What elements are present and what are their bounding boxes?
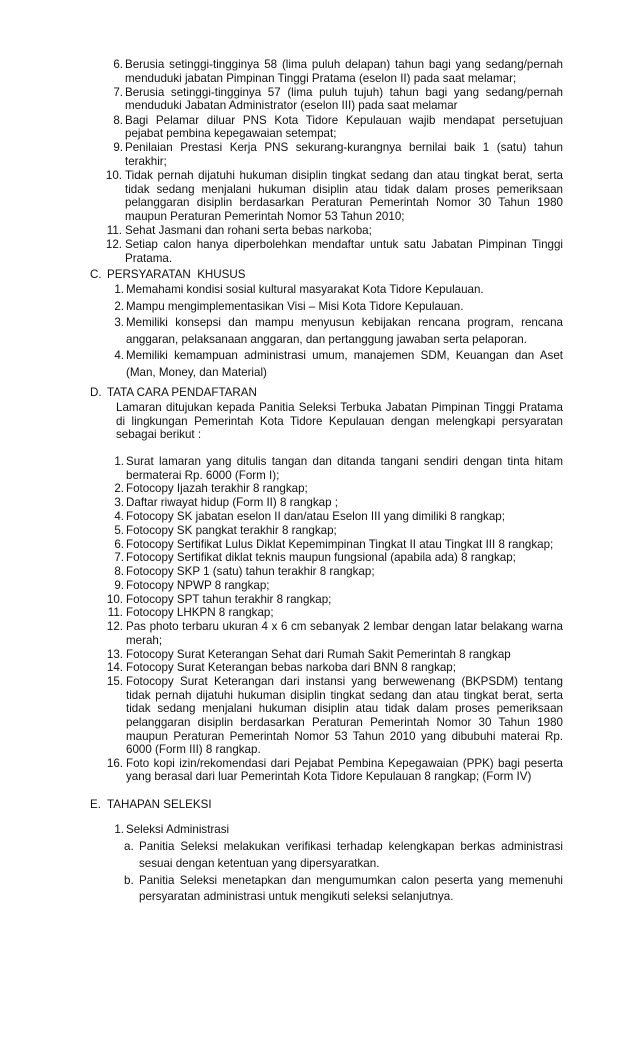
item-text: Daftar riwayat hidup (Form II) 8 rangkap ;	[126, 496, 338, 510]
item-letter: b.	[124, 873, 134, 887]
section-heading-d	[90, 386, 257, 400]
section-letter: C.	[90, 268, 102, 281]
registration-documents-list	[106, 455, 563, 784]
section-title: TAHAPAN SELEKSI	[107, 798, 212, 811]
list-item	[106, 593, 563, 607]
item-number: 4.	[114, 349, 124, 363]
item-number: 6.	[114, 537, 124, 551]
item-text: Fotocopy Sertifikat diklat teknis maupun fungsional (apabila ada) 8 rangkap;	[126, 551, 516, 565]
section-heading-c	[90, 268, 246, 282]
list-item	[106, 455, 563, 482]
item-text: Seleksi Administrasi	[126, 823, 230, 836]
list-item	[106, 299, 563, 316]
section-letter: D.	[90, 386, 102, 399]
item-text: Penilaian Prestasi Kerja PNS sekurang-kurangnya bernilai baik 1 (satu) tahun terakhir;	[125, 141, 563, 168]
list-item	[105, 86, 563, 113]
item-text: Memiliki kemampuan administrasi umum, manajemen SDM, Keuangan dan Aset (Man, Money, dan Material)	[126, 349, 563, 379]
list-item	[106, 551, 563, 565]
list-item	[106, 579, 563, 593]
section-title: PERSYARATAN KHUSUS	[107, 268, 246, 281]
item-number: 2.	[114, 299, 124, 313]
list-item	[106, 538, 563, 552]
list-item	[106, 282, 563, 299]
list-item	[106, 661, 563, 675]
list-item	[106, 482, 563, 496]
item-number: 3.	[114, 316, 124, 330]
item-text: Fotocopy Surat Keterangan Sehat dari Rumah Sakit Pemerintah 8 rangkap	[126, 647, 511, 661]
item-text: Setiap calon hanya diperbolehkan mendaftar untuk satu Jabatan Pimpinan Tinggi Pratama.	[125, 238, 563, 265]
general-requirements-list	[105, 58, 563, 266]
list-item	[105, 224, 563, 238]
item-text: Memiliki konsepsi dan mampu menyusun kebijakan rencana program, rencana anggaran, pelaksanaan anggaran, dan pertanggung jawaban serta pelaporan.	[126, 316, 563, 346]
item-number: 1.	[114, 823, 124, 836]
item-number: 11.	[106, 224, 122, 238]
item-text: Bagi Pelamar diluar PNS Kota Tidore Kepulauan wajib mendapat persetujuan pejabat pembina kepegawaian setempat;	[125, 113, 563, 141]
list-item	[106, 496, 563, 510]
item-number: 12.	[106, 620, 123, 634]
list-item	[106, 822, 563, 839]
registration-intro: Lamaran ditujukan kepada Panitia Seleksi Terbuka Jabatan Pimpinan Tinggi Pratama di lingkungan Pemerintah Kota Tidore Kepulauan dengan melengkapi persyaratan sebagai berikut :	[116, 401, 563, 442]
item-number: 12.	[105, 238, 122, 252]
item-number: 9.	[113, 141, 123, 155]
list-item	[106, 757, 563, 784]
section-letter: E.	[90, 798, 101, 811]
item-text: Berusia setinggi-tingginya 57 (lima puluh tujuh) tahun bagi yang sedang/pernah menduduki Jabatan Administrator (eselon III) pada saat melamar	[125, 85, 563, 113]
list-item	[106, 510, 563, 524]
item-text: Pas photo terbaru ukuran 4 x 6 cm sebanyak 2 lembar dengan latar belakang warna merah;	[126, 620, 563, 647]
item-text: Panitia Seleksi menetapkan dan mengumumkan calon peserta yang memenuhi persyaratan administrasi untuk mengikuti seleksi selanjutnya.	[139, 873, 563, 904]
item-number: 11.	[107, 606, 123, 620]
item-text: Berusia setinggi-tingginya 58 (lima puluh delapan) tahun bagi yang sedang/pernah menduduki jabatan Pimpinan Tinggi Pratama (eselon II) pada saat melamar;	[125, 58, 563, 85]
item-number: 13.	[106, 647, 123, 661]
item-number: 7.	[114, 551, 124, 565]
item-number: 2.	[114, 482, 124, 496]
list-item	[105, 114, 563, 141]
item-text: Fotocopy SK jabatan eselon II dan/atau Eselon III yang dimiliki 8 rangkap;	[126, 509, 505, 523]
item-number: 7.	[113, 85, 123, 99]
list-item	[105, 169, 563, 223]
section-title: TATA CARA PENDAFTARAN	[107, 386, 257, 399]
list-item	[105, 141, 563, 168]
item-text: Memahami kondisi sosial kultural masyarakat Kota Tidore Kepulauan.	[126, 283, 484, 296]
list-item	[106, 348, 563, 381]
list-item	[106, 606, 563, 620]
administrative-selection-sublist	[124, 839, 563, 906]
list-item	[106, 675, 563, 757]
item-number: 6.	[113, 58, 123, 71]
list-item	[124, 873, 563, 907]
item-number: 16.	[106, 756, 123, 770]
item-number: 1.	[114, 455, 124, 468]
item-text: Surat lamaran yang ditulis tangan dan ditanda tangani sendiri dengan tinta hitam bermaterai Rp. 6000 (Form I);	[126, 455, 563, 482]
item-number: 1.	[114, 283, 124, 296]
item-number: 8.	[114, 565, 124, 579]
list-item	[124, 839, 563, 873]
item-text: Foto kopi izin/rekomendasi dari Pejabat Pembina Kepegawaian (PPK) bagi peserta yang berasal dari luar Pemerintah Kota Tidore Kepulauan 8 rangkap; (Form IV)	[126, 756, 563, 784]
special-requirements-list	[106, 282, 563, 382]
item-number: 4.	[114, 509, 124, 523]
item-text: Fotocopy Surat Keterangan bebas narkoba dari BNN 8 rangkap;	[126, 661, 456, 675]
item-number: 15.	[106, 675, 123, 689]
item-text: Sehat Jasmani dan rohani serta bebas narkoba;	[125, 224, 372, 238]
item-letter: a.	[124, 840, 134, 853]
list-item	[106, 620, 563, 647]
item-text: Fotocopy SKP 1 (satu) tahun terakhir 8 rangkap;	[126, 565, 375, 579]
list-item	[105, 238, 563, 265]
item-number: 10.	[105, 169, 122, 183]
item-number: 5.	[114, 523, 124, 537]
item-number: 14.	[106, 661, 123, 675]
item-text: Panitia Seleksi melakukan verifikasi terhadap kelengkapan berkas administrasi sesuai dengan ketentuan yang dipersyaratkan.	[139, 840, 563, 870]
list-item	[106, 565, 563, 579]
item-text: Fotocopy Surat Keterangan dari instansi yang berwewenang (BKPSDM) tentang tidak pernah dijatuhi hukuman disiplin tingkat sedang dan atau tingkat berat, serta tidak sedang menjalani hukuman disiplin atau tidak dalam proses pemeriksaan pelanggaran disiplin berdasarkan Peraturan Pemerintah Nomor 30 Tahun 1980 maupun Peraturan Pemerintah Nomor 53 Tahun 2010 yang dibubuhi materai Rp. 6000 (Form III) 8 rangkap.	[126, 675, 563, 757]
item-number: 8.	[113, 113, 123, 127]
list-item	[105, 58, 563, 85]
item-number: 10.	[106, 592, 123, 606]
item-text: Fotocopy Ijazah terakhir 8 rangkap;	[126, 482, 308, 496]
item-number: 9.	[114, 578, 124, 592]
list-item	[106, 524, 563, 538]
item-text: Fotocopy Sertifikat Lulus Diklat Kepemimpinan Tingkat II atau Tingkat III 8 rangkap;	[126, 537, 554, 551]
section-heading-e	[90, 798, 212, 812]
item-text: Tidak pernah dijatuhi hukuman disiplin tingkat sedang dan atau tingkat berat, serta tidak sedang menjalani hukuman disiplin atau tidak dalam proses pemeriksaan pelanggaran disiplin berdasarkan Peraturan Pemerintah Nomor 30 Tahun 1980 maupun Peraturan Pemerintah Nomor 53 Tahun 2010;	[125, 169, 563, 223]
item-text: Mampu mengimplementasikan Visi – Misi Kota Tidore Kepulauan.	[126, 299, 464, 313]
list-item	[106, 315, 563, 348]
list-item	[106, 648, 563, 662]
item-text: Fotocopy LHKPN 8 rangkap;	[126, 606, 274, 620]
item-number: 3.	[114, 496, 124, 510]
item-text: Fotocopy NPWP 8 rangkap;	[126, 578, 270, 592]
selection-stages-list	[106, 822, 563, 839]
item-text: Fotocopy SK pangkat terakhir 8 rangkap;	[126, 523, 337, 537]
item-text: Fotocopy SPT tahun terakhir 8 rangkap;	[126, 592, 332, 606]
